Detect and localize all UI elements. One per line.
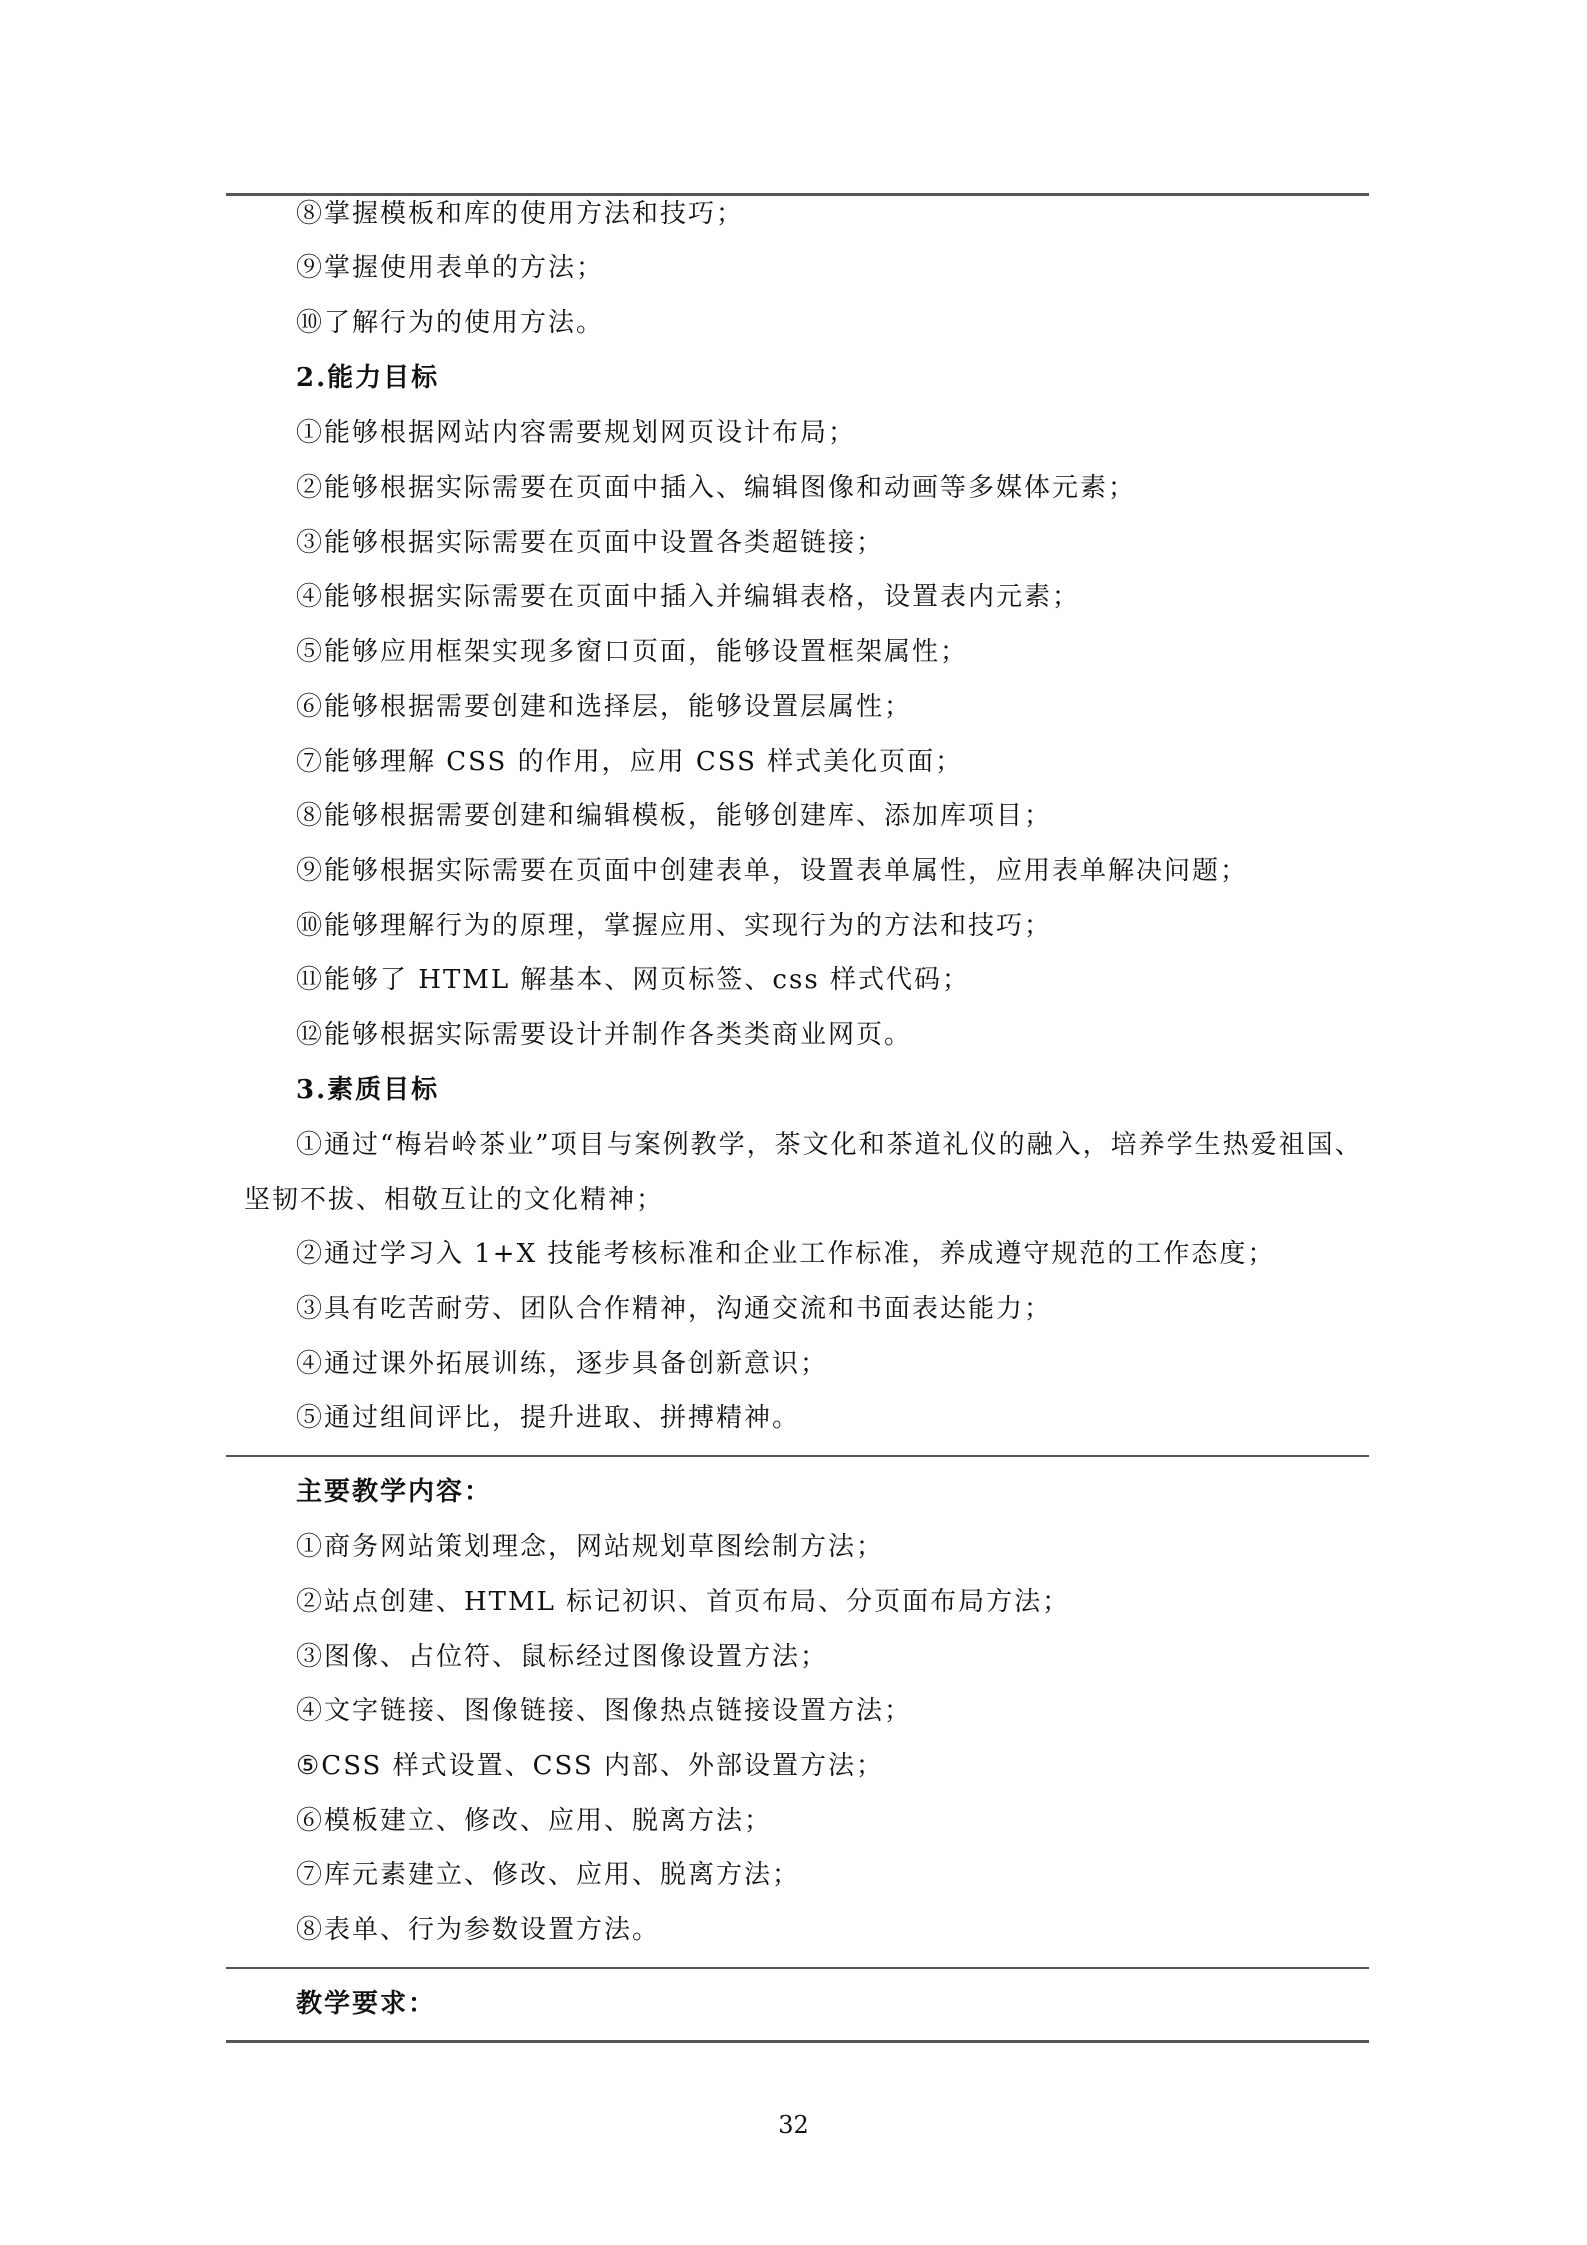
list-item: ④能够根据实际需要在页面中插入并编辑表格，设置表内元素； <box>296 582 1081 612</box>
section-heading-ability: 2.能力目标 <box>296 363 440 393</box>
list-item: ⑫能够根据实际需要设计并制作各类类商业网页。 <box>296 1020 913 1050</box>
list-item-continuation: 坚韧不拔、相敬互让的文化精神； <box>244 1185 665 1215</box>
list-item: ⑦能够理解 CSS 的作用，应用 CSS 样式美化页面； <box>296 747 964 777</box>
list-item: ⑤通过组间评比，提升进取、拼搏精神。 <box>296 1403 801 1433</box>
list-item: ⑥模板建立、修改、应用、脱离方法； <box>296 1806 773 1836</box>
section-divider <box>226 1967 1369 1969</box>
list-item: ⑦库元素建立、修改、应用、脱离方法； <box>296 1860 801 1890</box>
list-item: ⑪能够了 HTML 解基本、网页标签、css 样式代码； <box>296 965 970 995</box>
list-item: ②通过学习入 1+X 技能考核标准和企业工作标准，养成遵守规范的工作态度； <box>296 1239 1276 1269</box>
list-item: ⑨掌握使用表单的方法； <box>296 253 605 283</box>
list-item: ②能够根据实际需要在页面中插入、编辑图像和动画等多媒体元素； <box>296 473 1137 503</box>
list-item: ④文字链接、图像链接、图像热点链接设置方法； <box>296 1696 913 1726</box>
list-item: ③具有吃苦耐劳、团队合作精神，沟通交流和书面表达能力； <box>296 1294 1053 1324</box>
list-item: ④通过课外拓展训练，逐步具备创新意识； <box>296 1349 829 1379</box>
list-item: ②站点创建、HTML 标记初识、首页布局、分页面布局方法； <box>296 1587 1071 1617</box>
list-item: ①能够根据网站内容需要规划网页设计布局； <box>296 418 857 448</box>
teaching-requirements-heading: 教学要求： <box>296 1989 437 2019</box>
page-number: 32 <box>778 2111 809 2139</box>
list-item: ③图像、占位符、鼠标经过图像设置方法； <box>296 1642 829 1672</box>
list-item: ①商务网站策划理念，网站规划草图绘制方法； <box>296 1532 885 1562</box>
list-item: ⑨能够根据实际需要在页面中创建表单，设置表单属性，应用表单解决问题； <box>296 856 1249 886</box>
section-divider <box>226 1455 1369 1457</box>
list-item: ⑧表单、行为参数设置方法。 <box>296 1915 661 1945</box>
list-item: ⑩能够理解行为的原理，掌握应用、实现行为的方法和技巧； <box>296 911 1053 941</box>
list-item: ⑤能够应用框架实现多窗口页面，能够设置框架属性； <box>296 637 969 667</box>
section-heading-quality: 3.素质目标 <box>296 1075 440 1105</box>
list-item: ③能够根据实际需要在页面中设置各类超链接； <box>296 528 885 558</box>
list-item: ⑥能够根据需要创建和选择层，能够设置层属性； <box>296 692 913 722</box>
list-item: ⑧能够根据需要创建和编辑模板，能够创建库、添加库项目； <box>296 801 1053 831</box>
list-item: ⑩了解行为的使用方法。 <box>296 308 605 338</box>
main-content-heading: 主要教学内容： <box>296 1477 493 1507</box>
list-item: ⑧掌握模板和库的使用方法和技巧； <box>296 199 745 229</box>
list-item: ①通过“梅岩岭茶业”项目与案例教学，茶文化和茶道礼仪的融入，培养学生热爱祖国、 <box>296 1130 1363 1160</box>
list-item: ⑤CSS 样式设置、CSS 内部、外部设置方法； <box>296 1751 884 1781</box>
bottom-rule <box>226 2040 1369 2043</box>
